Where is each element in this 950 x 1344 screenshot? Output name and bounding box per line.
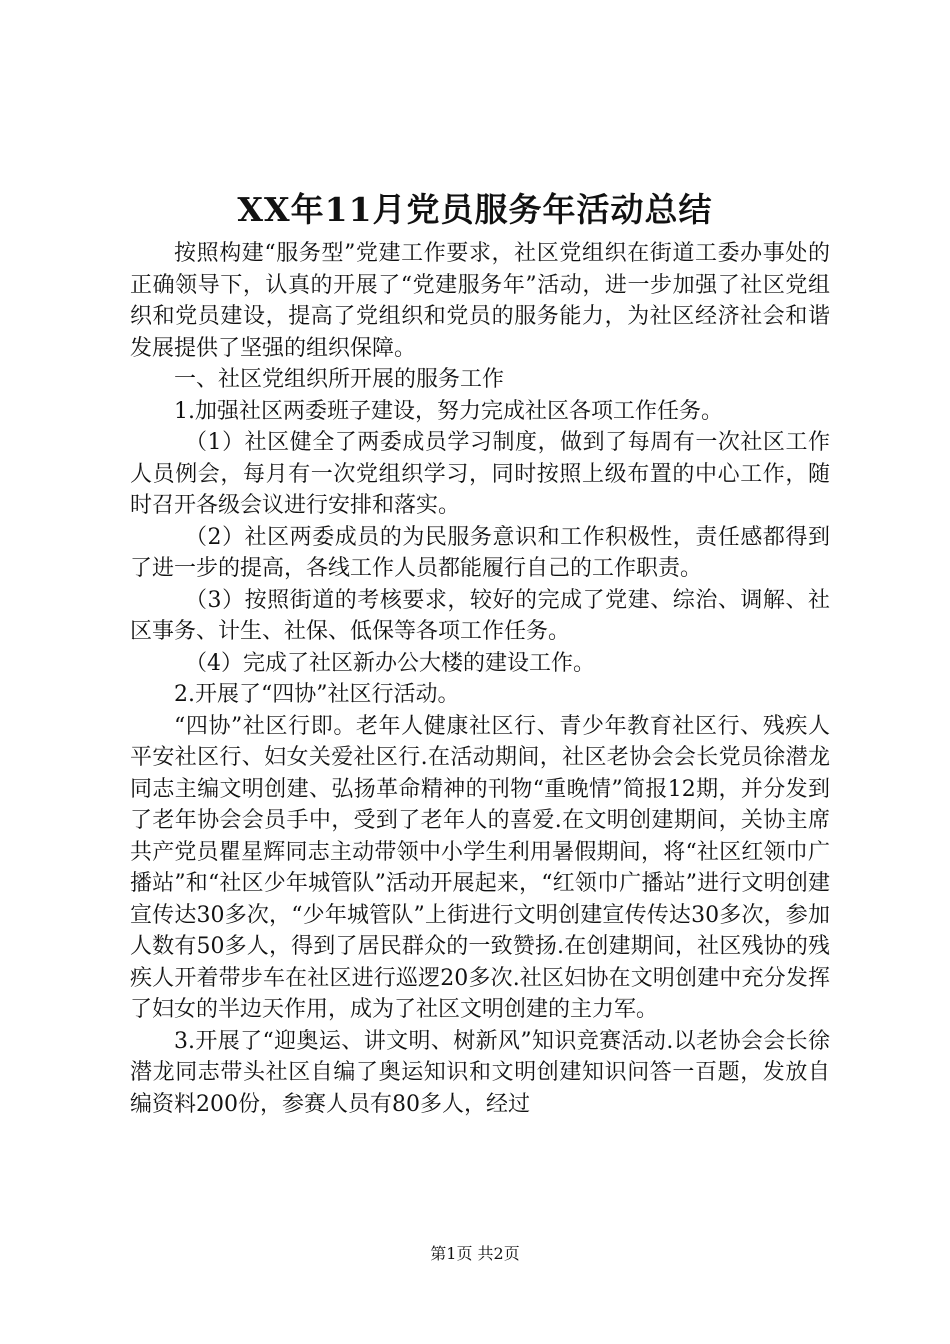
section-heading-1: 一、社区党组织所开展的服务工作 xyxy=(174,367,505,392)
sub-item-4: （4）完成了社区新办公大楼的建设工作。 xyxy=(185,650,595,676)
page-footer: 第1页 共2页 xyxy=(430,1244,520,1263)
item-heading-1: 1.加强社区两委班子建设，努力完成社区各项工作任务。 xyxy=(174,398,723,424)
paragraph-intro: 按照构建“服务型”党建工作要求，社区党组织在街道工委办事处的正确领导下，认真的开展了“党建服务年”活动，进一步加强了社区党组织和党员建设，提高了党组织和党员的服务能力，为社区经济社会和谐发展提供了坚强的组织保障。 xyxy=(130,241,830,361)
paragraph-sixie: “四协”社区行即。老年人健康社区行、青少年教育社区行、残疾人平安社区行、妇女关爱社区行.在活动期间，社区老协会会长党员徐潜龙同志主编文明创建、弘扬革命精神的刊物“重晚情”简报12期，并分发到了老年协会会员手中，受到了老年人的喜爱.在文明创建期间，关协主席共产党员瞿星辉同志主动带领中小学生利用暑假期间，将“社区红领巾广播站”和“社区少年城管队”活动开展起来，“红领巾广播站”进行文明创建宣传达30多次，“少年城管队”上街进行文明创建宣传传达30多次，参加人数有50多人，得到了居民群众的一致赞扬.在创建期间，社区残协的残疾人开着带步车在社区进行巡逻20多次.社区妇协在文明创建中充分发挥了妇女的半边天作用，成为了社区文明创建的主力军。 xyxy=(130,713,830,1022)
sub-item-2: （2）社区两委成员的为民服务意识和工作积极性，责任感都得到了进一步的提高，各线工作人员都能履行自己的工作职责。 xyxy=(130,524,830,581)
document-body xyxy=(130,238,830,1120)
document-title: XX年11月党员服务年活动总结 xyxy=(237,190,713,229)
sub-item-3: （3）按照街道的考核要求，较好的完成了党建、综治、调解、社区事务、计生、社保、低保等各项工作任务。 xyxy=(130,587,830,644)
item-heading-3: 3.开展了“迎奥运、讲文明、树新风”知识竞赛活动.以老协会会长徐潜龙同志带头社区自编了奥运知识和文明创建知识问答一百题，发放自编资料200份，参赛人员有80多人，经过 xyxy=(130,1028,830,1117)
item-heading-2: 2.开展了“四协”社区行活动。 xyxy=(174,682,460,707)
sub-item-1: （1）社区健全了两委成员学习制度，做到了每周有一次社区工作人员例会，每月有一次党组织学习，同时按照上级布置的中心工作，随时召开各级会议进行安排和落实。 xyxy=(130,430,830,518)
